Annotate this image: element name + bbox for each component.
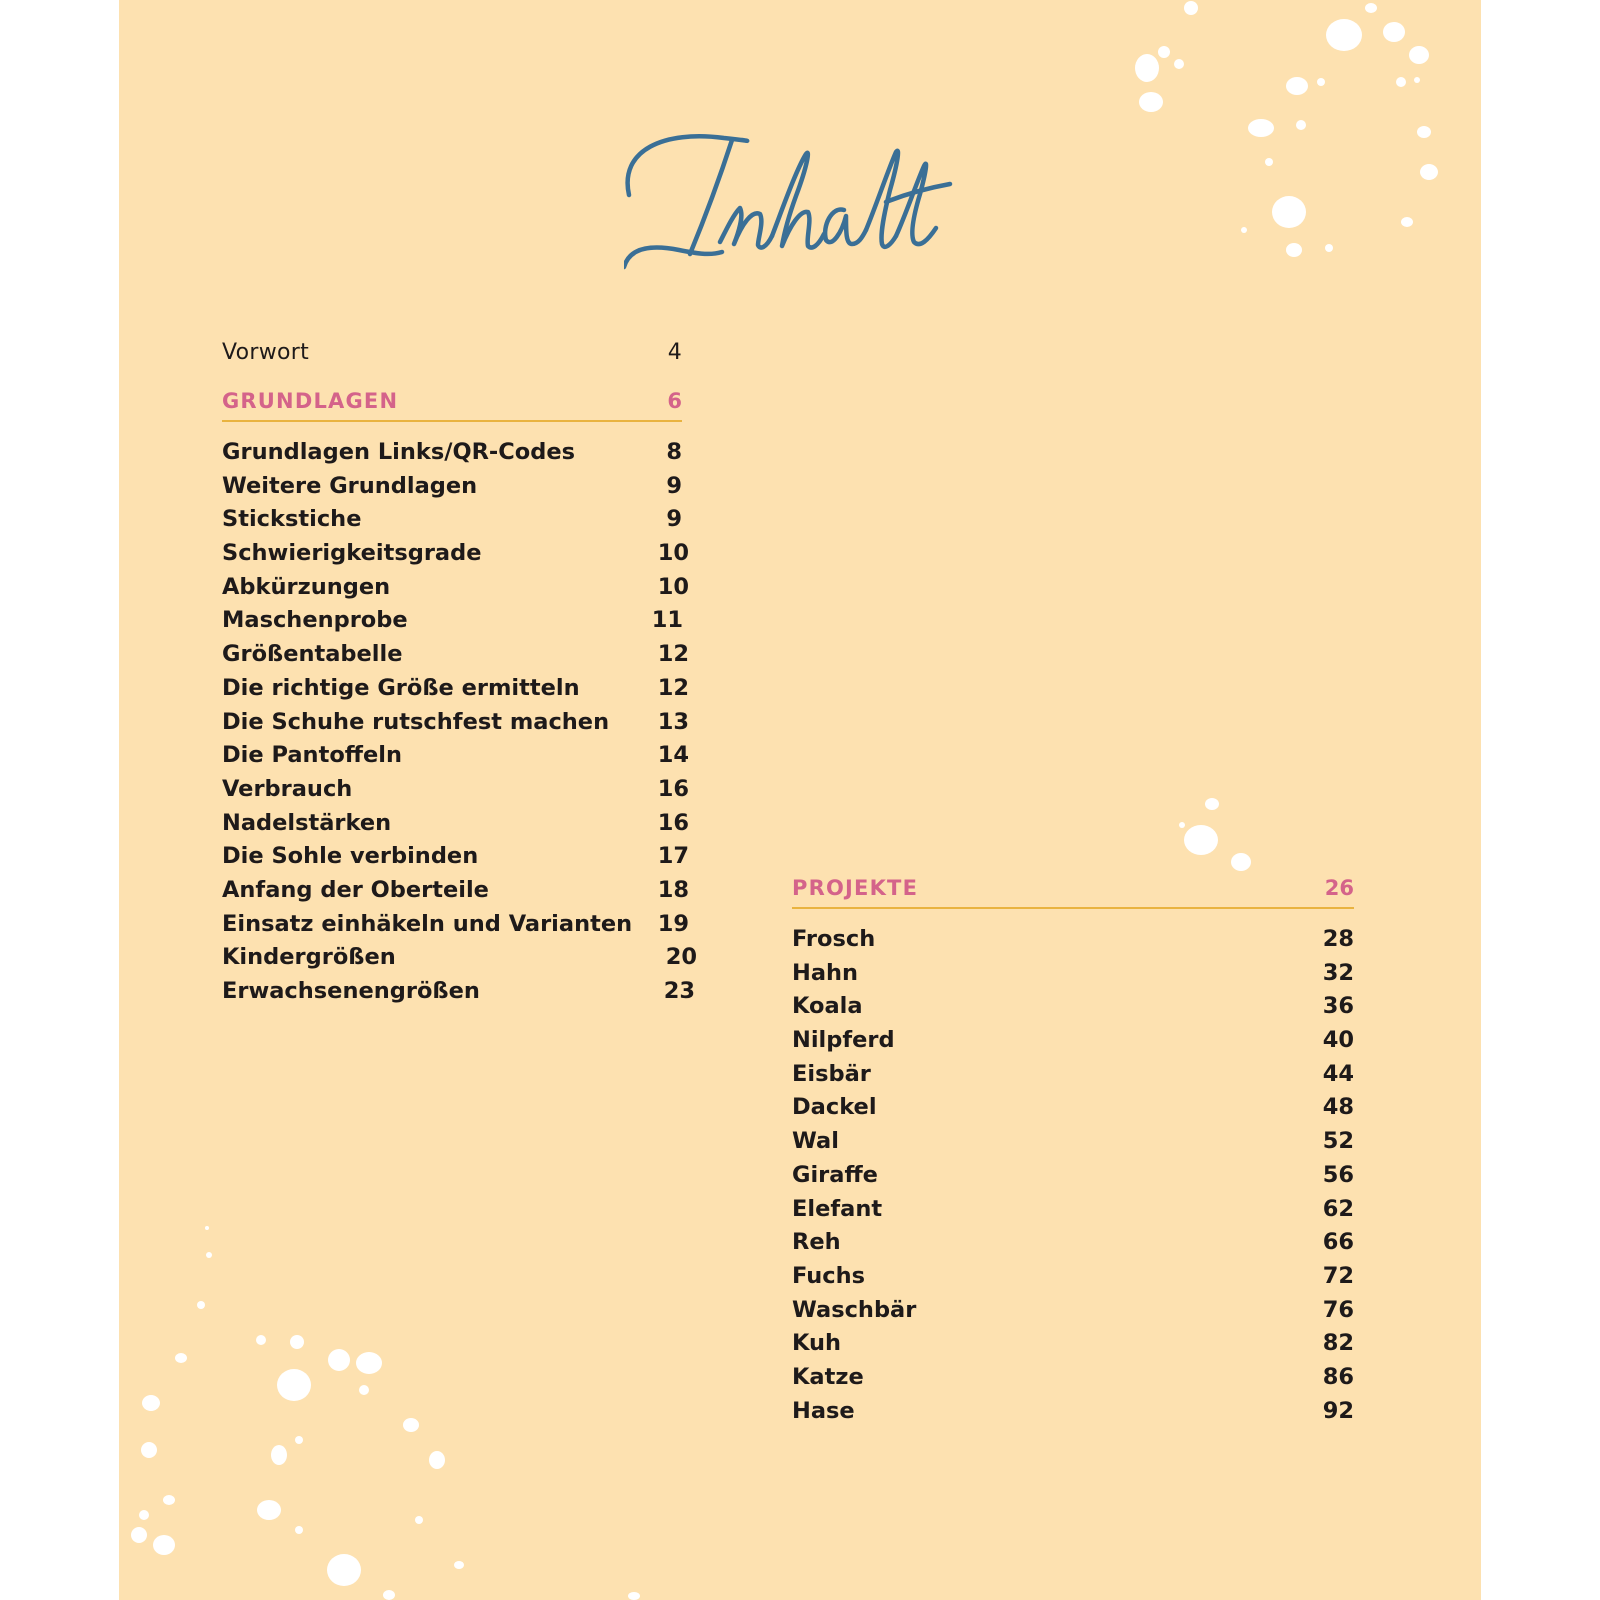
toc-entry-label: Die Sohle verbinden [222,843,479,870]
toc-entry-vorwort[interactable] [222,336,682,370]
toc-entry-page: 92 [1322,1397,1354,1424]
toc-entry-label: Reh [792,1229,841,1256]
toc-entry[interactable] [222,672,697,706]
page-title [624,110,984,290]
toc-entry-label: Frosch [792,926,876,952]
toc-entry-page: 76 [1322,1296,1354,1323]
toc-entry[interactable] [792,1159,1354,1193]
toc-entry[interactable] [792,1260,1354,1294]
toc-entry-page: 44 [1322,1060,1354,1087]
toc-entry[interactable] [792,1091,1354,1125]
toc-entry-label: Hahn [792,959,859,986]
toc-page [119,0,1481,1600]
toc-entry[interactable] [222,537,697,571]
toc-entry-label: Vorwort [222,340,310,365]
toc-entry[interactable] [792,957,1354,991]
toc-entry[interactable] [222,604,697,638]
handwritten-title-lettering [624,110,984,290]
toc-column-left [222,336,697,1009]
toc-entry-label: Anfang der Oberteile [222,876,489,903]
toc-entry-label: Grundlagen Links/QR-Codes [222,439,575,465]
toc-entry-page: 56 [1322,1161,1354,1188]
toc-entry-page: 23 [663,978,695,1004]
toc-entry-page: 52 [1322,1128,1354,1155]
toc-entry-page: 4 [667,340,682,365]
toc-entry[interactable] [792,990,1354,1024]
toc-entry-label: Verbrauch [222,775,353,802]
toc-entry-page: 8 [666,439,682,465]
toc-entry-label: Nilpferd [792,1027,895,1054]
projekte-list [792,923,1354,1428]
toc-entry-page: 20 [665,944,697,971]
toc-entry[interactable] [222,739,697,773]
toc-entry-page: 12 [657,674,689,701]
toc-entry-label: Giraffe [792,1161,878,1188]
toc-entry-label: Nadelstärken [222,809,392,836]
toc-entry-page: 10 [657,540,689,567]
toc-entry-page: 9 [666,472,682,499]
toc-entry[interactable] [792,1327,1354,1361]
toc-entry-label: Kindergrößen [222,944,396,971]
toc-entry-page: 16 [657,775,689,802]
toc-entry-page: 82 [1322,1330,1354,1357]
toc-entry-label: Die richtige Größe ermitteln [222,674,580,701]
toc-entry-page: 72 [1322,1262,1354,1289]
toc-entry-page: 18 [657,876,689,903]
toc-entry-label: Hase [792,1397,855,1424]
toc-entry-label: Stickstiche [222,506,362,533]
toc-entry-page: 10 [657,573,689,600]
toc-entry[interactable] [222,975,697,1009]
toc-entry-page: 32 [1322,959,1354,986]
toc-entry-page: 36 [1322,993,1354,1020]
toc-entry-page: 14 [657,742,689,769]
grundlagen-list [222,436,697,1009]
section-heading-grundlagen[interactable] [222,384,682,422]
toc-entry[interactable] [222,503,697,537]
toc-entry-label: Elefant [792,1195,883,1222]
toc-entry-label: Einsatz einhäkeln und Varianten [222,910,633,937]
section-heading-page: 6 [667,389,682,413]
toc-entry-label: Koala [792,993,863,1020]
toc-entry-page: 9 [666,506,682,533]
toc-entry-label: Maschenprobe [222,607,408,634]
toc-entry-page: 40 [1322,1027,1354,1054]
toc-entry[interactable] [222,941,697,975]
toc-entry-label: Fuchs [792,1262,866,1289]
section-heading-label: PROJEKTE [792,876,919,900]
toc-entry[interactable] [792,1395,1354,1429]
toc-entry[interactable] [222,706,697,740]
toc-entry-label: Schwierigkeitsgrade [222,540,482,567]
toc-entry-page: 16 [657,809,689,836]
toc-entry-page: 28 [1322,926,1354,952]
toc-entry-label: Größentabelle [222,641,403,668]
toc-entry[interactable] [792,1058,1354,1092]
section-heading-label: GRUNDLAGEN [222,389,399,413]
toc-entry-page: 13 [657,708,689,735]
toc-entry[interactable] [792,1294,1354,1328]
section-heading-page: 26 [1324,876,1354,900]
toc-entry-label: Weitere Grundlagen [222,472,478,499]
toc-entry[interactable] [792,923,1354,957]
toc-entry-label: Die Schuhe rutschfest machen [222,708,610,735]
toc-entry-page: 11 [651,607,683,634]
toc-entry[interactable] [792,1024,1354,1058]
toc-entry-page: 17 [657,843,689,870]
toc-entry[interactable] [792,1361,1354,1395]
toc-entry[interactable] [222,807,697,841]
toc-entry-page: 62 [1322,1195,1354,1222]
toc-entry-label: Katze [792,1363,864,1390]
toc-entry[interactable] [792,1226,1354,1260]
toc-entry-label: Kuh [792,1330,842,1357]
toc-entry[interactable] [222,436,697,470]
toc-entry-label: Erwachsenengrößen [222,978,480,1004]
toc-entry-label: Dackel [792,1094,877,1121]
toc-entry[interactable] [222,470,697,504]
toc-entry[interactable] [222,773,697,807]
toc-entry-label: Eisbär [792,1060,871,1087]
toc-entry-page: 66 [1322,1229,1354,1256]
toc-entry-label: Wal [792,1128,839,1155]
toc-entry[interactable] [792,1193,1354,1227]
toc-entry[interactable] [222,908,697,942]
toc-entry[interactable] [222,638,697,672]
toc-entry[interactable] [222,840,697,874]
toc-entry-label: Abkürzungen [222,573,391,600]
toc-entry-page: 48 [1322,1094,1354,1121]
toc-entry[interactable] [222,571,697,605]
toc-entry[interactable] [222,874,697,908]
toc-entry-label: Waschbär [792,1296,917,1323]
toc-column-right [792,871,1354,1428]
toc-entry-page: 12 [657,641,689,668]
toc-entry-page: 19 [657,910,689,937]
section-heading-projekte[interactable] [792,871,1354,909]
toc-entry-page: 86 [1322,1363,1354,1390]
toc-entry[interactable] [792,1125,1354,1159]
toc-entry-label: Die Pantoffeln [222,742,402,769]
